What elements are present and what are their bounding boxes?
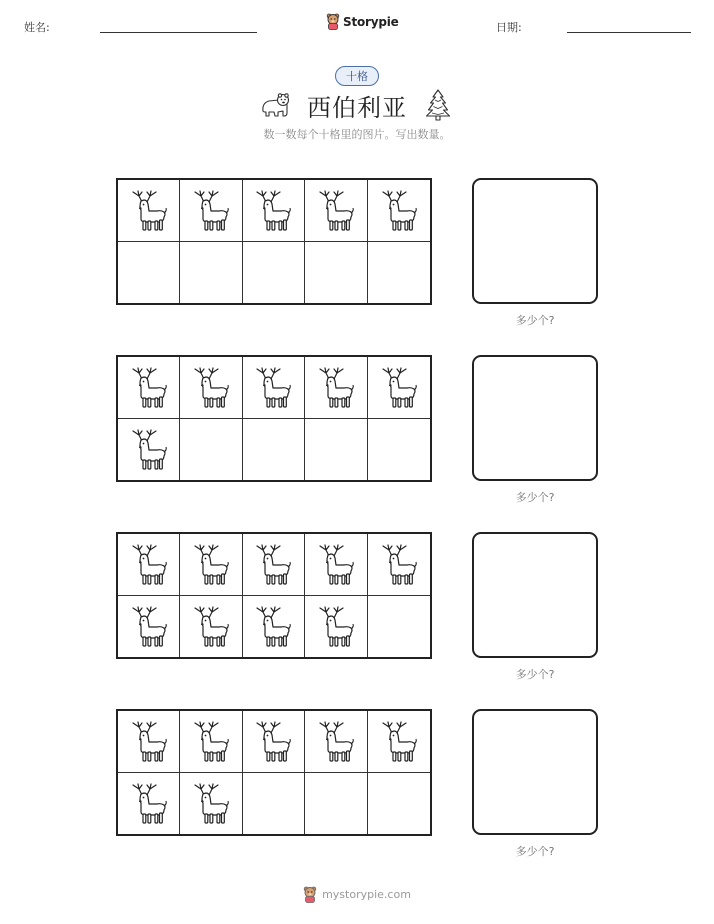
reindeer-icon xyxy=(128,186,170,234)
ten-frame-2 xyxy=(116,355,432,482)
date-label: 日期: xyxy=(496,21,522,34)
ten-frame-cell-empty xyxy=(180,419,242,481)
ten-frame-1 xyxy=(116,178,432,305)
ten-frame-cell-empty xyxy=(305,419,367,481)
reindeer-icon xyxy=(315,717,357,765)
reindeer-icon xyxy=(252,363,294,411)
ten-frame-cell-filled xyxy=(180,773,242,835)
ten-frame-cell-filled xyxy=(180,711,242,773)
answer-box-2[interactable] xyxy=(472,355,598,481)
reindeer-icon xyxy=(315,602,357,650)
reindeer-icon xyxy=(190,717,232,765)
brand-name: Storypie xyxy=(343,14,399,29)
ten-frame-cell-filled xyxy=(118,711,180,773)
name-label: 姓名: xyxy=(24,21,50,34)
ten-frame-cell-filled xyxy=(305,534,367,596)
reindeer-icon xyxy=(128,779,170,827)
reindeer-icon xyxy=(378,540,420,588)
answer-box-4[interactable] xyxy=(472,709,598,835)
reindeer-icon xyxy=(252,602,294,650)
ten-frame-cell-empty xyxy=(180,242,242,304)
ten-frame-badge: 十格 xyxy=(335,66,379,86)
ten-frame-cell-filled xyxy=(118,773,180,835)
storypie-bear-icon xyxy=(326,13,340,30)
ten-frame-cell-empty xyxy=(368,242,430,304)
date-line[interactable] xyxy=(567,32,691,33)
ten-frame-cell-empty xyxy=(243,773,305,835)
answer-box-1[interactable] xyxy=(472,178,598,304)
reindeer-icon xyxy=(378,363,420,411)
ten-frame-cell-filled xyxy=(368,711,430,773)
ten-frame-cell-filled xyxy=(368,180,430,242)
question-label-1: 多少个? xyxy=(515,314,555,327)
ten-frame-cell-filled xyxy=(180,534,242,596)
name-line[interactable] xyxy=(100,32,257,33)
ten-frame-cell-filled xyxy=(305,180,367,242)
ten-frame-cell-empty xyxy=(368,596,430,658)
ten-frame-cell-filled xyxy=(118,357,180,419)
question-label-4: 多少个? xyxy=(515,845,555,858)
ten-frame-cell-filled xyxy=(118,596,180,658)
ten-frame-cell-empty xyxy=(243,419,305,481)
reindeer-icon xyxy=(252,186,294,234)
ten-frame-cell-filled xyxy=(305,711,367,773)
instructions: 数一数每个十格里的图片。写出数量。 xyxy=(263,128,451,141)
reindeer-icon xyxy=(190,363,232,411)
ten-frame-cell-empty xyxy=(305,773,367,835)
ten-frame-cell-filled xyxy=(368,534,430,596)
ten-frame-cell-empty xyxy=(368,419,430,481)
ten-frame-cell-filled xyxy=(180,357,242,419)
reindeer-icon xyxy=(128,602,170,650)
reindeer-icon xyxy=(190,602,232,650)
page-title: 西伯利亚 xyxy=(307,94,407,122)
ten-frame-cell-empty xyxy=(118,242,180,304)
reindeer-icon xyxy=(190,779,232,827)
ten-frame-cell-empty xyxy=(243,242,305,304)
ten-frame-cell-filled xyxy=(118,534,180,596)
ten-frame-cell-filled xyxy=(118,419,180,481)
ten-frame-3 xyxy=(116,532,432,659)
footer-url: mystorypie.com xyxy=(322,888,411,901)
reindeer-icon xyxy=(190,186,232,234)
pine-tree-icon xyxy=(425,89,451,121)
ten-frame-cell-filled xyxy=(243,357,305,419)
ten-frame-cell-filled xyxy=(243,711,305,773)
question-label-2: 多少个? xyxy=(515,491,555,504)
reindeer-icon xyxy=(252,540,294,588)
ten-frame-cell-filled xyxy=(305,596,367,658)
reindeer-icon xyxy=(315,186,357,234)
ten-frame-cell-filled xyxy=(243,596,305,658)
ten-frame-cell-empty xyxy=(305,242,367,304)
storypie-bear-icon xyxy=(303,886,317,903)
ten-frame-cell-filled xyxy=(180,180,242,242)
brand xyxy=(326,13,399,30)
ten-frame-cell-filled xyxy=(368,357,430,419)
ten-frame-cell-filled xyxy=(243,180,305,242)
ten-frame-cell-filled xyxy=(243,534,305,596)
reindeer-icon xyxy=(128,540,170,588)
ten-frame-cell-filled xyxy=(118,180,180,242)
footer xyxy=(0,886,714,903)
reindeer-icon xyxy=(190,540,232,588)
reindeer-icon xyxy=(315,540,357,588)
reindeer-icon xyxy=(252,717,294,765)
reindeer-icon xyxy=(378,717,420,765)
question-label-3: 多少个? xyxy=(515,668,555,681)
reindeer-icon xyxy=(315,363,357,411)
reindeer-icon xyxy=(128,425,170,473)
reindeer-icon xyxy=(378,186,420,234)
answer-box-3[interactable] xyxy=(472,532,598,658)
reindeer-icon xyxy=(128,363,170,411)
ten-frame-cell-filled xyxy=(180,596,242,658)
ten-frame-cell-filled xyxy=(305,357,367,419)
ten-frame-cell-empty xyxy=(368,773,430,835)
reindeer-icon xyxy=(128,717,170,765)
ten-frame-4 xyxy=(116,709,432,836)
